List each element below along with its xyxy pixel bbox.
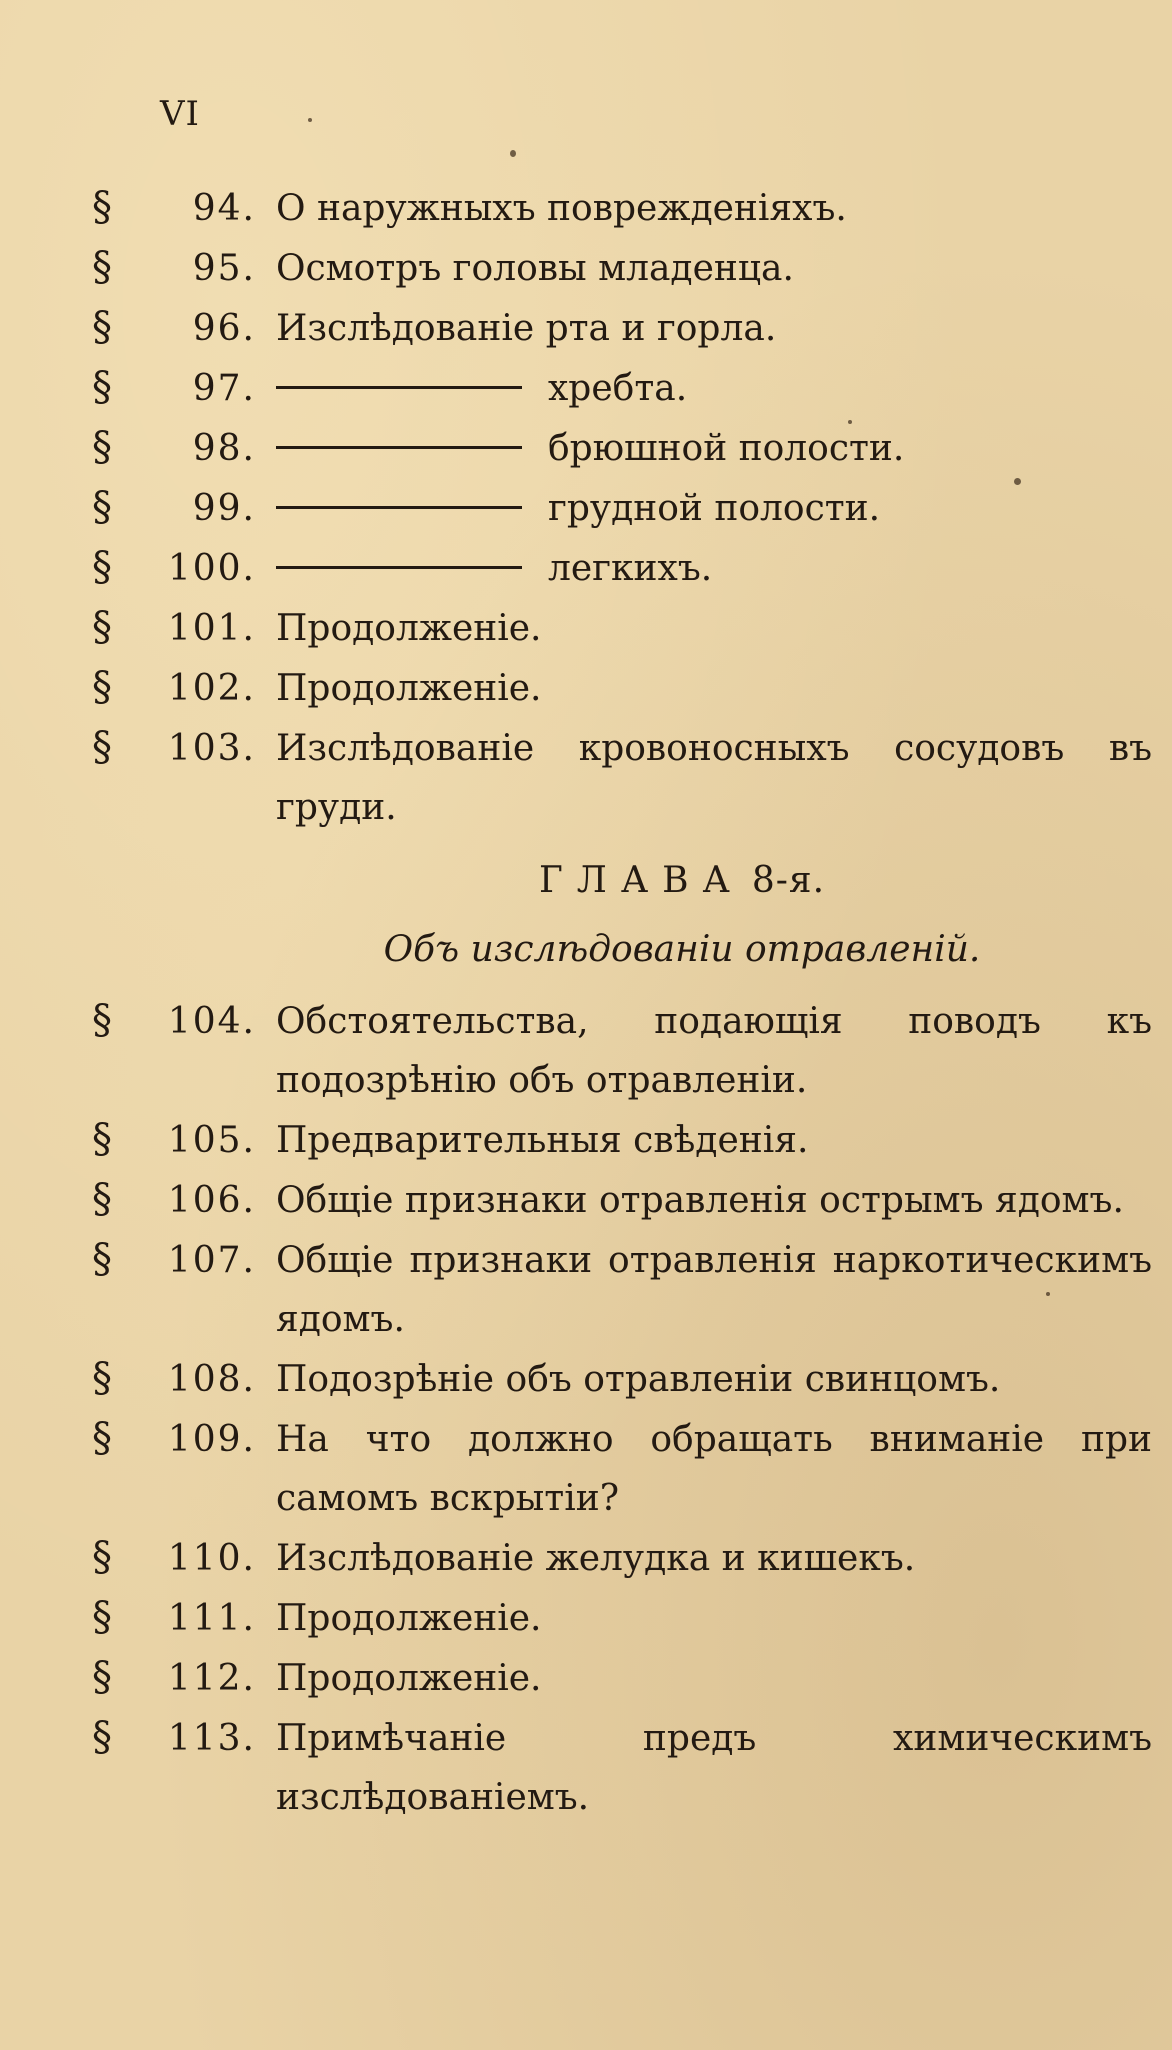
toc-entry bbox=[92, 1230, 1152, 1349]
chapter-heading bbox=[92, 851, 1152, 910]
chapter-subtitle: Объ изслѣдованiи отравленiй. bbox=[383, 929, 981, 970]
toc-entry bbox=[92, 718, 1152, 837]
toc-entry bbox=[92, 1110, 1152, 1170]
entry-title: Общiе признаки отравленiя острымъ ядомъ. bbox=[276, 1180, 1124, 1221]
toc-entry bbox=[92, 1528, 1152, 1588]
entry-number: 112. bbox=[167, 1658, 256, 1699]
toc-entry bbox=[92, 1648, 1152, 1708]
entry-title: Общiе признаки отравленiя наркотическимъ ядомъ. bbox=[276, 1240, 1152, 1340]
entry-title: Изслѣдованiе рта и горла. bbox=[276, 308, 777, 349]
chapter-number: 8-я. bbox=[751, 860, 826, 901]
entry-title: Осмотръ головы младенца. bbox=[276, 248, 794, 289]
section-mark: § bbox=[92, 1654, 112, 1700]
ditto-dash bbox=[276, 566, 522, 569]
toc-entry bbox=[92, 1708, 1152, 1827]
entry-title: хребта. bbox=[548, 368, 688, 409]
section-mark: § bbox=[92, 1355, 112, 1401]
entry-number: 105. bbox=[167, 1120, 256, 1161]
toc-entry bbox=[92, 478, 1152, 538]
entry-title: О наружныхъ повреждeнiяхъ. bbox=[276, 188, 847, 229]
section-mark: § bbox=[92, 1534, 112, 1580]
toc-entry bbox=[92, 238, 1152, 298]
toc-entry bbox=[92, 598, 1152, 658]
entry-number: 98. bbox=[192, 428, 256, 469]
toc-entry bbox=[92, 298, 1152, 358]
page-folio: VI bbox=[160, 94, 200, 134]
paper-speck bbox=[1014, 478, 1021, 485]
entry-number: 102. bbox=[167, 668, 256, 709]
section-mark: § bbox=[92, 1176, 112, 1222]
section-mark: § bbox=[92, 184, 112, 230]
section-mark: § bbox=[92, 424, 112, 470]
paper-speck bbox=[308, 118, 312, 122]
section-mark: § bbox=[92, 244, 112, 290]
section-mark: § bbox=[92, 484, 112, 530]
toc-entry bbox=[92, 418, 1152, 478]
toc-entry bbox=[92, 991, 1152, 1110]
ditto-dash bbox=[276, 386, 522, 389]
entry-title: Продолженiе. bbox=[276, 1598, 542, 1639]
section-mark: § bbox=[92, 664, 112, 710]
entry-number: 108. bbox=[167, 1359, 256, 1400]
entry-number: 107. bbox=[167, 1240, 256, 1281]
entry-number: 94. bbox=[192, 188, 256, 229]
paper-speck bbox=[1046, 1292, 1050, 1296]
entry-number: 99. bbox=[192, 488, 256, 529]
toc-entry bbox=[92, 1409, 1152, 1528]
section-mark: § bbox=[92, 1415, 112, 1461]
entry-number: 100. bbox=[167, 548, 256, 589]
toc-entry bbox=[92, 178, 1152, 238]
entry-number: 111. bbox=[167, 1598, 256, 1639]
entry-title: Продолженiе. bbox=[276, 1658, 542, 1699]
toc-entry bbox=[92, 1588, 1152, 1648]
toc-entry bbox=[92, 1349, 1152, 1409]
entry-title: Обстоятельства, подающiя поводъ къ подозрѣнiю объ отравленiи. bbox=[276, 1001, 1152, 1101]
paper-speck bbox=[510, 150, 516, 157]
section-mark: § bbox=[92, 364, 112, 410]
entry-title: грудной полости. bbox=[548, 488, 881, 529]
entry-number: 97. bbox=[192, 368, 256, 409]
entry-number: 109. bbox=[167, 1419, 256, 1460]
section-mark: § bbox=[92, 724, 112, 770]
toc-entry bbox=[92, 358, 1152, 418]
toc-entry bbox=[92, 658, 1152, 718]
chapter-label: ГЛАВА bbox=[538, 860, 744, 901]
entry-title: Подозрѣнiе объ отравленiи свинцомъ. bbox=[276, 1359, 1001, 1400]
entry-title: Продолженiе. bbox=[276, 668, 542, 709]
entry-title: брюшной полости. bbox=[548, 428, 905, 469]
entry-number: 110. bbox=[167, 1538, 256, 1579]
entry-number: 104. bbox=[167, 1001, 256, 1042]
table-of-contents bbox=[92, 178, 1152, 1827]
entry-title: Примѣчанiе предъ химическимъ изслѣдованiемъ. bbox=[276, 1718, 1152, 1818]
entry-title: Предварительныя свѣденiя. bbox=[276, 1120, 809, 1161]
section-mark: § bbox=[92, 997, 112, 1043]
section-mark: § bbox=[92, 604, 112, 650]
section-mark: § bbox=[92, 544, 112, 590]
section-mark: § bbox=[92, 1116, 112, 1162]
section-mark: § bbox=[92, 1594, 112, 1640]
entry-title: На что должно обращать вниманiе при самомъ вскрытiи? bbox=[276, 1419, 1152, 1519]
entry-title: Изслѣдованiе кровоносныхъ сосудовъ въ груди. bbox=[276, 728, 1152, 828]
section-mark: § bbox=[92, 304, 112, 350]
entry-title: легкихъ. bbox=[548, 548, 713, 589]
section-mark: § bbox=[92, 1714, 112, 1760]
toc-entry bbox=[92, 538, 1152, 598]
section-mark: § bbox=[92, 1236, 112, 1282]
entry-number: 113. bbox=[167, 1718, 256, 1759]
toc-entry bbox=[92, 1170, 1152, 1230]
entry-title: Продолженiе. bbox=[276, 608, 542, 649]
entry-number: 95. bbox=[192, 248, 256, 289]
entry-number: 106. bbox=[167, 1180, 256, 1221]
entry-number: 101. bbox=[167, 608, 256, 649]
entry-number: 103. bbox=[167, 728, 256, 769]
entry-title: Изслѣдованiе желудка и кишекъ. bbox=[276, 1538, 916, 1579]
ditto-dash bbox=[276, 446, 522, 449]
ditto-dash bbox=[276, 506, 522, 509]
paper-speck bbox=[848, 420, 852, 424]
entry-number: 96. bbox=[192, 308, 256, 349]
